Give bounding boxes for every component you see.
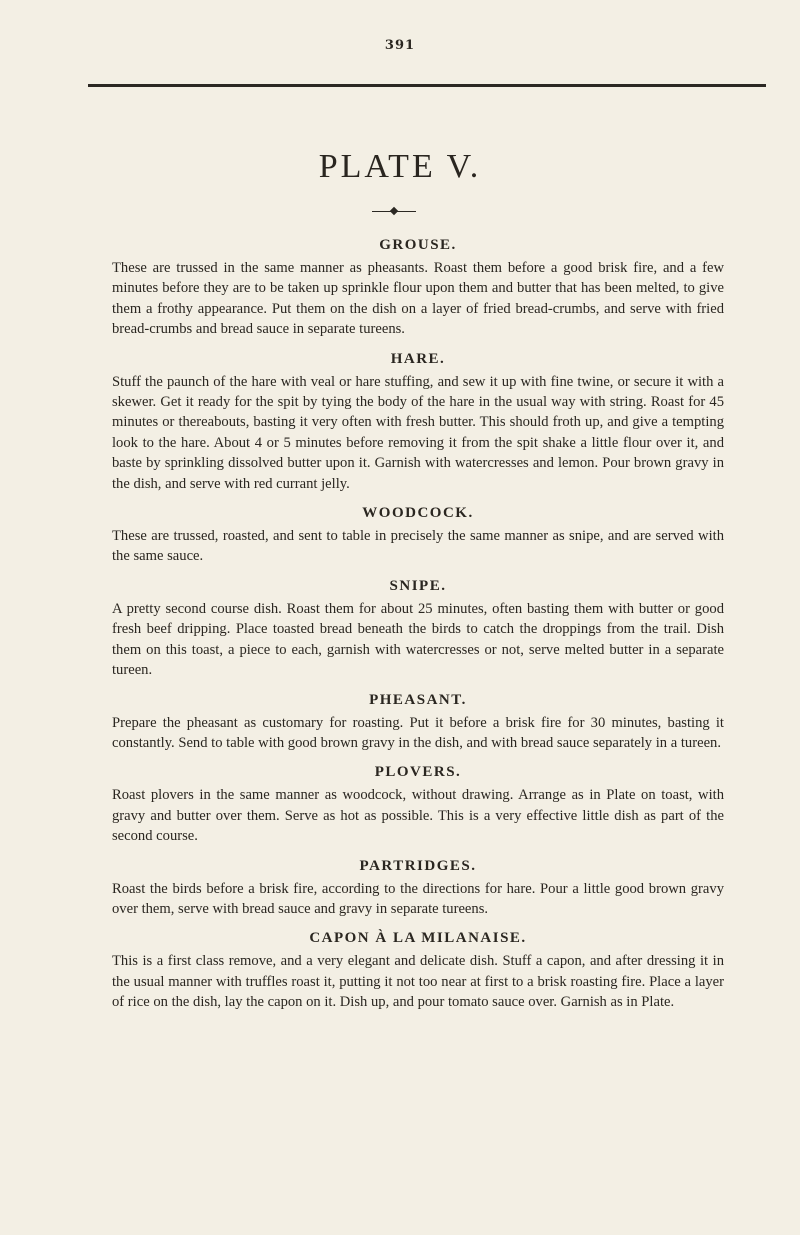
recipe-heading: SNIPE. [389, 577, 447, 594]
recipe-heading: WOODCOCK. [362, 505, 474, 522]
recipe-pheasant [112, 689, 724, 754]
recipe-text: These are trussed in the same manner as pheasants. Roast them before a good brisk fire, and a few minutes before they are to be taken up sprinkle flour upon them and butter that has been melted, to give them a frothy appearance. Put them on the dish on a layer of fried bread-crumbs, and serve with fried bread-crumbs and bread sauce in separate tureens. [112, 260, 724, 338]
recipe-text: A pretty second course dish. Roast them for about 25 minutes, often basting them with butter or good fresh beef dripping. Place toasted bread beneath the birds to catch the droppings from the trail. Dish them on this toast, a piece to each, garnish with watercresses or not, serve melted butter in a separate tureen. [112, 600, 724, 679]
recipe-text: Prepare the pheasant as customary for roasting. Put it before a brisk fire for 30 minutes, basting it constantly. Send to table with good brown gravy in the dish, and with bread sauce separately in a tureen. [112, 714, 724, 751]
recipe-text: This is a first class remove, and a very elegant and delicate dish. Stuff a capon, and after dressing it in the usual manner with truffles roast it, putting it not too near at first to a brisk roasting fire. Place a layer of rice on the dish, lay the capon on it. Dish up, and pour tomato sauce over. Garnish as in Plate. [112, 953, 724, 1011]
recipe-text: Stuff the paunch of the hare with veal or hare stuffing, and sew it up with fine twine, or secure it with a skewer. Get it ready for the spit by tying the body of the hare in the usual way with string. Roast for 45 minutes or thereabouts, basting it very often with fresh butter. This should froth up, and give a tempting look to the hare. About 4 or 5 minutes before removing it from the spit shake a little flour over it, and baste by sprinkling dissolved butter upon it. Garnish with watercresses and lemon. Pour brown gravy in the dish, and serve with red currant jelly. [112, 373, 724, 492]
recipe-hare [112, 348, 724, 494]
ornament-divider [372, 208, 416, 216]
recipe-grouse [112, 234, 724, 340]
ornament-diamond-icon [390, 207, 398, 215]
recipe-capon-milanaise [112, 927, 724, 1012]
recipe-text: Roast plovers in the same manner as woodcock, without drawing. Arrange as in Plate on toast, with gravy and butter over them. Serve as hot as possible. This is a very effective little dish as part of the second course. [112, 787, 724, 845]
header-rule [88, 84, 766, 87]
recipe-text: These are trussed, roasted, and sent to table in precisely the same manner as snipe, and are served with the same sauce. [112, 528, 724, 565]
recipe-heading: GROUSE. [379, 237, 457, 253]
recipe-heading: PHEASANT. [369, 691, 467, 708]
recipe-plovers [112, 761, 724, 846]
recipe-snipe [112, 575, 724, 681]
recipe-heading: PARTRIDGES. [359, 857, 477, 874]
plate-title: PLATE V. [318, 148, 482, 185]
page-number: 391 [384, 38, 416, 53]
recipe-heading: CAPON À LA MILANAISE. [309, 930, 527, 947]
recipe-heading: HARE. [390, 350, 446, 367]
recipe-woodcock [112, 502, 724, 567]
recipe-text: Roast the birds before a brisk fire, according to the directions for hare. Pour a little good brown gravy over them, serve with bread sauce and gravy in separate tureens. [112, 880, 724, 917]
recipe-partridges [112, 855, 724, 920]
recipe-heading: PLOVERS. [374, 764, 462, 781]
recipe-list [112, 226, 724, 1013]
